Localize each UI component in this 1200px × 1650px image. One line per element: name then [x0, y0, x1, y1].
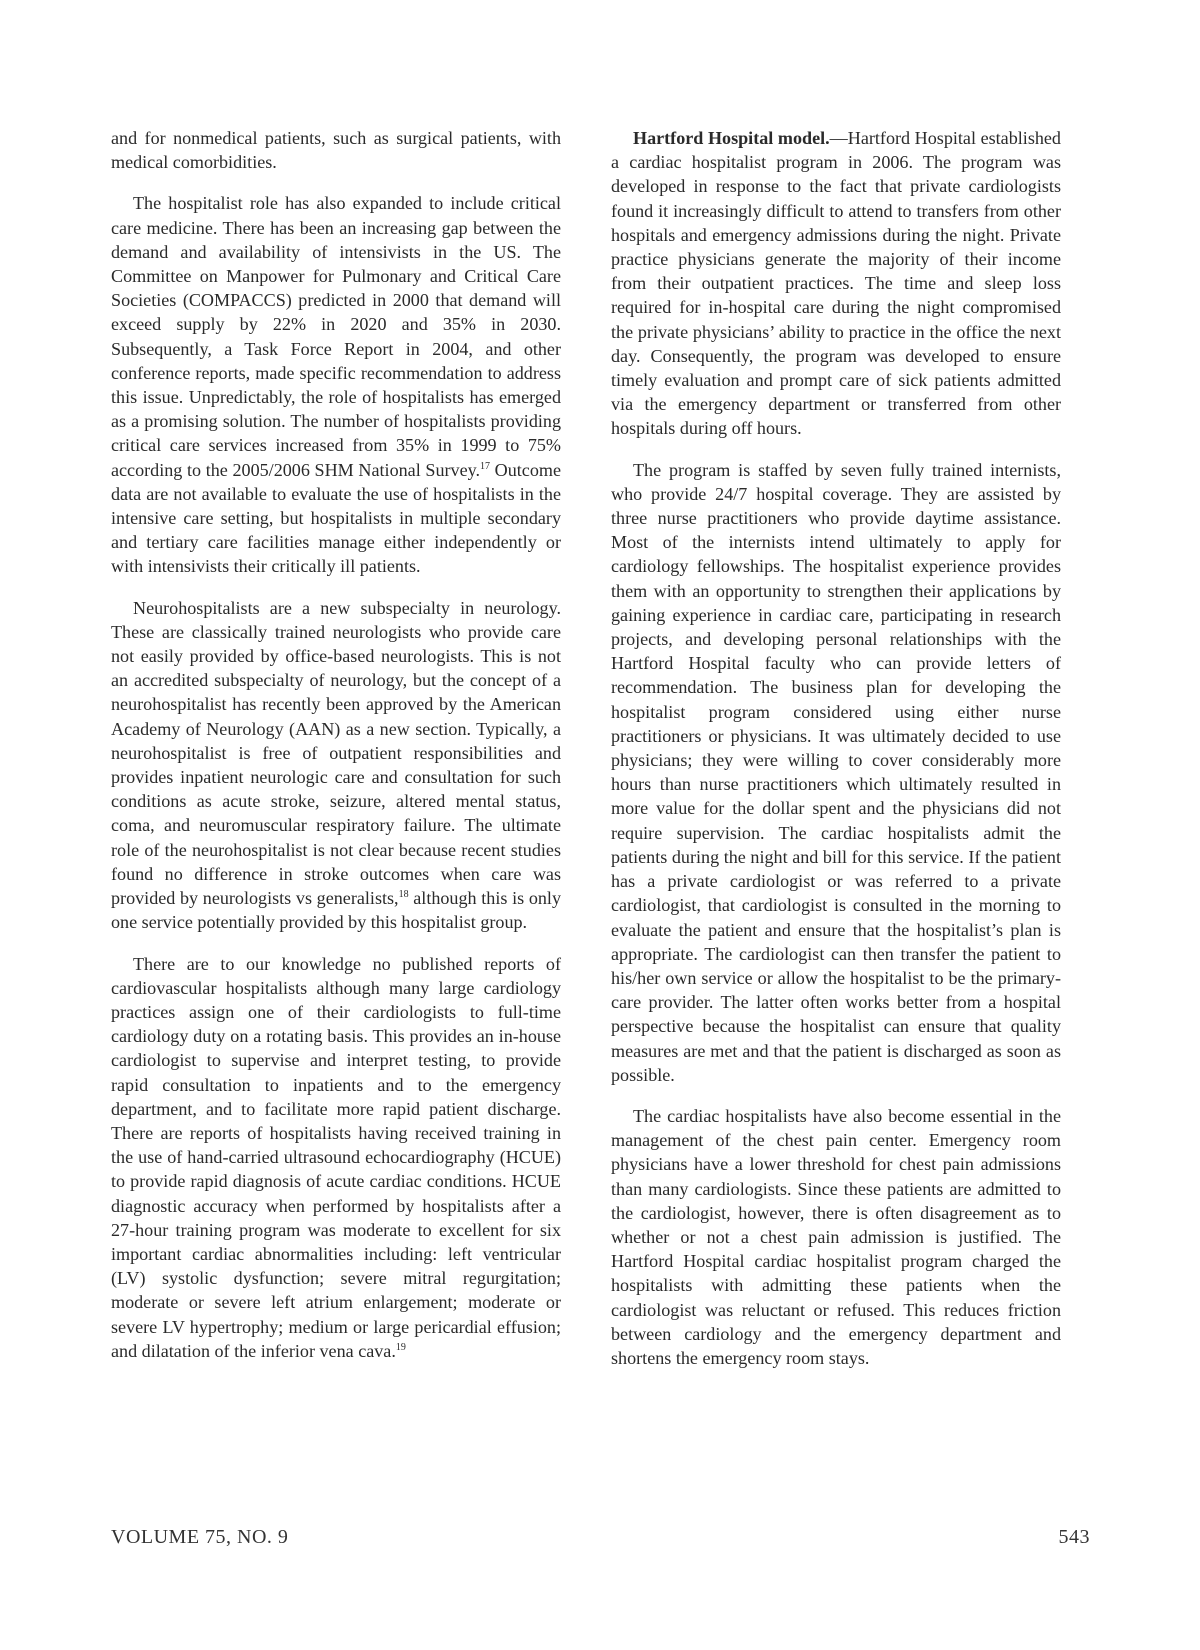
paragraph-text: The cardiac hospitalists have also become essential in the management of the chest pain center. Emergency room physicians have a lower threshold for chest pain admissions than many cardiologists. Since these patients are admitted to the cardiologist, however, there is often disagreement as to whether or not a chest pain admission is justified. The Hartford Hospital cardiac hospitalist program charged the hospitalists with admitting these patients when the cardiologist was reluctant or refused. This reduces friction between cardiology and the emergency department and shortens the emergency room stays. — [611, 1105, 1061, 1368]
paragraph-text: Neurohospitalists are a new subspecialty in neurology. These are classically trained neurologists who provide care not easily provided by office-based neurologists. This is not an accredited subspecialty of neurology, but the concept of a neurohospitalist has recently been approved by the American Academy of Neurology (AAN) as a new section. Typically, a neurohospitalist is free of outpatient responsibilities and provides inpatient neurologic care and consultation for such conditions as acute stroke, seizure, altered mental status, coma, and neuromuscular respiratory failure. The ultimate role of the neurohospitalist is not clear because recent studies found no difference in stroke outcomes when care was provided by neurologists vs generalists, — [111, 597, 561, 909]
right-column — [611, 126, 1061, 1387]
reference-superscript: 17 — [480, 460, 490, 472]
paragraph-hartford-model — [611, 126, 1061, 441]
paragraph-critical-care — [111, 191, 561, 578]
paragraph-neurohospitalists — [111, 596, 561, 935]
paragraph-text: There are to our knowledge no published reports of cardiovascular hospitalists although many large cardiology practices assign one of their cardiologists to full-time cardiology duty on a rotating basis. This provides an in-house cardiologist to supervise and interpret testing, to provide rapid consultation to inpatients and to the emergency department, and to facilitate more rapid patient discharge. There are reports of hospitalists having received training in the use of hand-carried ultrasound echocardiography (HCUE) to provide rapid diagnosis of acute cardiac conditions. HCUE diagnostic accuracy when performed by hospitalists after a 27-hour training program was moderate to excellent for six important cardiac abnormalities including: left ventricular (LV) systolic dysfunction; severe mitral regurgitation; moderate or severe left atrium enlargement; moderate or severe LV hypertrophy; medium or large pericardial effusion; and dilatation of the inferior vena cava. — [111, 953, 561, 1361]
paragraph-text: Outcome data are not available to evaluate the use of hospitalists in the intensive care setting, but hospitalists in multiple secondary and tertiary care facilities manage either independently or with intensivists their critically ill patients. — [111, 459, 561, 577]
reference-superscript: 19 — [395, 1341, 406, 1353]
paragraph-program-staffing — [611, 458, 1061, 1087]
paragraph-chest-pain — [611, 1104, 1061, 1370]
paragraph-text: and for nonmedical patients, such as surgical patients, with medical comorbidities. — [111, 128, 561, 173]
paragraph-text: although this is only one service potentially provided by this hospitalist group. — [111, 888, 561, 933]
paragraph-continuation — [111, 126, 561, 174]
left-column — [111, 126, 561, 1380]
paragraph-text: The hospitalist role has also expanded to include critical care medicine. There has been an increasing gap between the demand and availability of intensivists in the US. The Committee on Manpower for Pulmonary and Critical Care Societies (COMPACCS) predicted in 2000 that demand will exceed supply by 22% in 2020 and 35% in 2030. Subsequently, a Task Force Report in 2004, and other conference reports, made specific recommendation to address this issue. Unpredictably, the role of hospitalists has emerged as a promising solution. The number of hospitalists providing critical care services increased from 35% in 1999 to 75% according to the 2005/2006 SHM National Survey. — [111, 193, 561, 480]
journal-volume: VOLUME 75, NO. 9 — [111, 1526, 289, 1548]
paragraph-text: —Hartford Hospital established a cardiac hospitalist program in 2006. The program was developed in response to the fact that private cardiologists found it increasingly difficult to attend to transfers from other hospitals and emergency admissions during the night. Private practice physicians generate the majority of their income from their outpatient practices. The time and sleep loss required for in-hospital care during the night compromised the private physicians’ ability to practice in the office the next day. Consequently, the program was developed to ensure timely evaluation and prompt care of sick patients admitted via the emergency department or transferred from other hospitals during off hours. — [611, 128, 1061, 439]
reference-superscript: 18 — [398, 889, 409, 901]
paragraph-text: The program is staffed by seven fully trained internists, who provide 24/7 hospital coverage. They are assisted by three nurse practitioners who provide daytime assistance. Most of the internists intend ultimately to apply for cardiology fellowships. The hospitalist experience provides them with an opportunity to strengthen their applications by gaining experience in cardiac care, participating in research projects, and developing personal relationships with the Hartford Hospital faculty who can provide letters of recommendation. The business plan for developing the hospitalist program considered using either nurse practitioners or physicians. It was ultimately decided to use physicians; they were willing to cover considerably more hours than nurse practitioners which ultimately resulted in more value for the dollar spent and the physicians did not require supervision. The cardiac hospitalists admit the patients during the night and bill for this service. If the patient has a private cardiologist or was referred to a private cardiologist, that cardiologist is consulted in the morning to evaluate the patient and ensure that the hospitalist’s plan is appropriate. The cardiologist can then transfer the patient to his/her own service or allow the hospitalist to be the primary-care provider. The latter often works better from a hospital perspective because the hospitalist can ensure that quality measures are met and that the patient is discharged as soon as possible. — [611, 459, 1061, 1085]
page-number: 543 — [1058, 1526, 1090, 1548]
paragraph-cardiovascular — [111, 952, 561, 1363]
section-heading: Hartford Hospital model. — [633, 128, 830, 148]
